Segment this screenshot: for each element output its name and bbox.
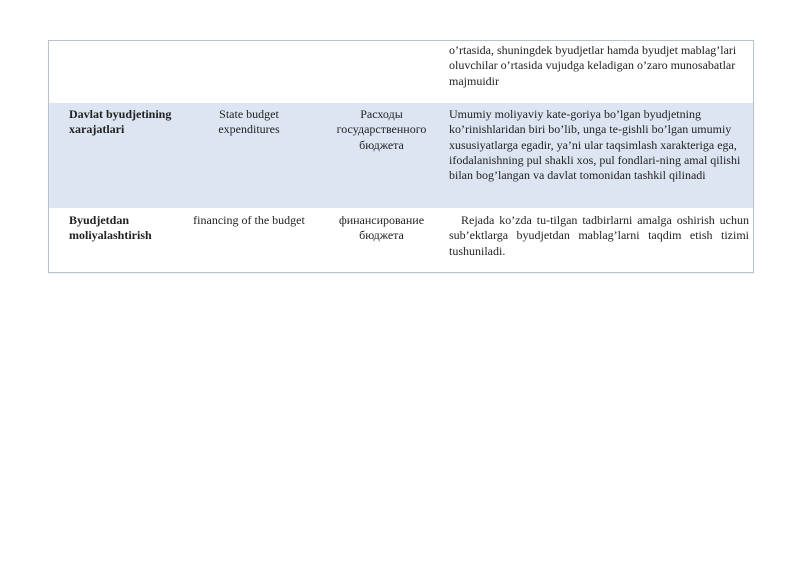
term-cell: Byudjetdan moliyalashtirish [69, 213, 152, 243]
definition-cell: Umumiy moliyaviy kate-goriya bo’lgan byudjetning ko’rinishlaridan biri bo’lib, unga te-gishli bo’lgan umumiy xususiyatlarga egadir, ya’ni ular taqsimlash xarakteriga ega, ifodalanishning pul shakli xos, pul fondlari-ning amal qilishi bilan bog’langan va davlat tomonidan tashkil qilinadi [449, 107, 741, 183]
table-row [49, 103, 753, 208]
russian-cell: Расходы государственного бюджета [336, 107, 427, 152]
russian-cell [314, 41, 449, 103]
english-cell [184, 41, 314, 103]
english-cell: State budget expenditures [218, 107, 280, 137]
definition-cell: o’rtasida, shuningdek byudjetlar hamda byudjet mablag’lari oluvchilar o’rtasida vujudga keladigan o’zaro munosabatlar majmuidir [449, 43, 737, 88]
term-cell [49, 41, 184, 103]
glossary-table [48, 40, 754, 273]
term-cell: Davlat byudjetining xarajatlari [69, 107, 172, 137]
definition-cell: Rejada ko’zda tu-tilgan tadbirlarni amalga oshirish uchun sub’ektlarga byudjetdan mablag’larni taqdim etish tizimi tushuniladi. [449, 213, 749, 258]
english-cell: financing of the budget [193, 213, 305, 227]
table-row [49, 208, 753, 272]
table-row [49, 41, 753, 103]
russian-cell: финансирование бюджета [338, 213, 425, 243]
